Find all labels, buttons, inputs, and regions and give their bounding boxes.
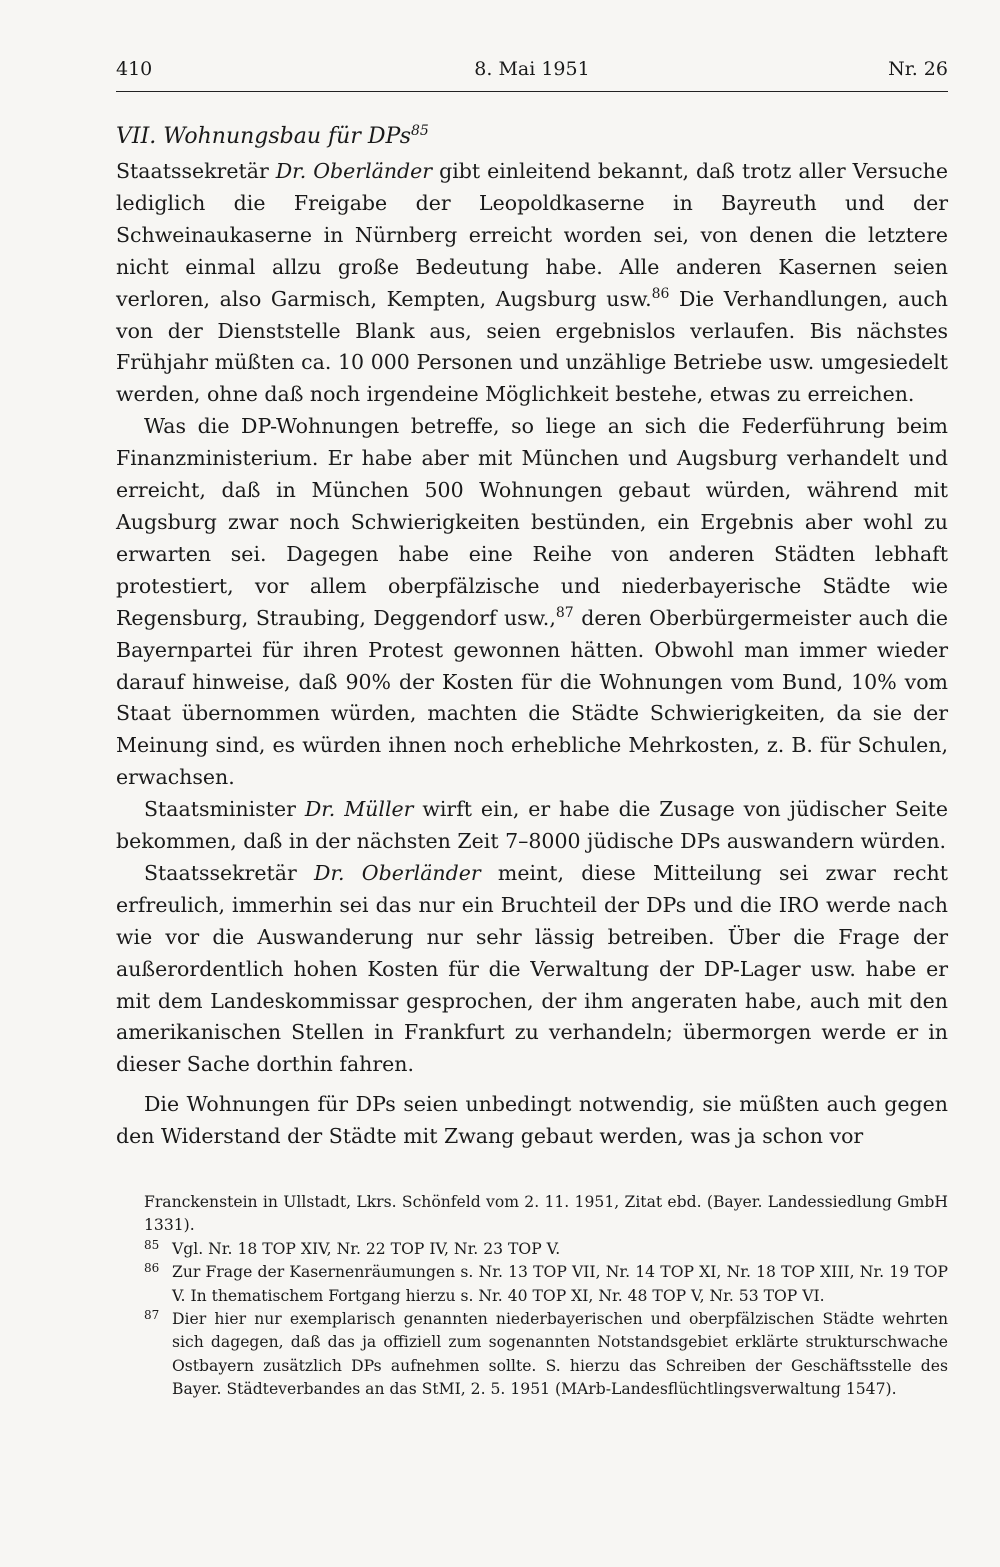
footnote-number: 85 (144, 1237, 160, 1252)
p1-text-c: Die Verhandlungen, auch von der Dienststelle Blank aus, seien ergebnislos verlaufen. Bis nächstes Frühjahr müßten ca. 10 000 Personen und unzählige Betriebe usw. umgesiedelt werden, ohne daß noch irgendeine Möglichkeit bestehe, etwas zu erreichen. (116, 286, 949, 407)
p1-text-a: Staatssekretär (116, 159, 276, 183)
p3-text-b: wirft ein, er habe die Zusage von jüdischer Seite bekommen, daß in der nächsten Zeit 7–8000 jüdische DPs auswandern würden. (116, 797, 948, 854)
paragraph-3 (116, 794, 948, 858)
section-title (116, 124, 429, 149)
p4-text-b: meint, diese Mitteilung sei zwar recht erfreulich, immerhin sei das nur ein Bruchteil der DPs und die IRO werde nach wie vor die Auswanderung nur sehr lässig betreiben. Über die Frage der außerordentlich hohen Kosten für die Verwaltung der DP-Lager usw. habe er mit dem Landeskommissar gesprochen, der ihm angeraten habe, auch mit den amerikanischen Stellen in Frankfurt zu verhandeln; übermorgen werde er in dieser Sache dorthin fahren. (116, 860, 948, 1077)
p3-text-a: Staatsminister (144, 797, 305, 822)
footnote-87 (144, 1308, 948, 1402)
body-text (116, 156, 948, 1153)
paragraph-1 (116, 156, 948, 411)
p1-text-b: gibt einleitend bekannt, daß trotz aller Versuche lediglich die Freigabe der Leopoldkaserne in Bayreuth und der Schweinaukaserne in Nürnberg erreicht worden sei, von denen die letztere nicht einmal allzu große Bedeutung habe. Alle anderen Kasernen seien verloren, also Garmisch, Kempten, Augsburg usw. (116, 159, 948, 311)
footnote-ref-85: 85 (411, 123, 429, 139)
header-rule (116, 91, 948, 92)
paragraph-4 (116, 858, 948, 1081)
footnote-ref-87: 87 (555, 604, 574, 621)
speaker-name: Dr. Oberländer (314, 860, 481, 885)
p2-text-a: Was die DP-Wohnungen betreffe, so liege an sich die Federführung beim Finanzministerium. Er habe aber mit München und Augsburg verhandelt und erreicht, daß in München 500 Wohnungen gebaut würden, während mit Augsburg zwar noch Schwierigkeiten bestünden, ein Ergebnis aber wohl zu erwarten sei. Dagegen habe eine Reihe von anderen Städten lebhaft protestiert, vor allem oberpfälzische und niederbayerische Städte wie Regensburg, Straubing, Deggendorf usw., (116, 414, 948, 630)
footnote-continuation: Franckenstein in Ullstadt, Lkrs. Schönfeld vom 2. 11. 1951, Zitat ebd. (Bayer. Landessiedlung GmbH 1331). (144, 1193, 948, 1235)
footnotes (144, 1191, 948, 1402)
header-date: 8. Mai 1951 (474, 58, 590, 80)
footnote-text: Dier hier nur exemplarisch genannten niederbayerischen und oberpfälzischen Städte wehrten sich dagegen, daß das ja offiziell zum sogenannten Notstandsgebiet erklärte strukturschwache Ostbayern zusätzlich DPs aufnehmen sollte. S. hierzu das Schreiben der Geschäftsstelle des Bayer. Städteverbandes an das StMI, 2. 5. 1951 (MArb-Landesflüchtlingsverwaltung 1547). (172, 1310, 948, 1399)
footnote-number: 87 (144, 1308, 160, 1323)
section-title-text: VII. Wohnungsbau für DPs (116, 124, 411, 149)
footnote-86 (144, 1261, 948, 1308)
running-header (116, 58, 948, 88)
p2-text-b: deren Oberbürgermeister auch die Bayernpartei für ihren Protest gewonnen hätten. Obwohl man immer wieder darauf hinweise, daß 90% der Kosten für die Wohnungen vom Bund, 10% vom Staat übernommen würden, machten die Städte Schwierigkeiten, da sie der Meinung sind, es würden ihnen noch erhebliche Mehrkosten, z. B. für Schulen, erwachsen. (116, 605, 949, 790)
footnote-number: 86 (144, 1261, 160, 1276)
paragraph-5 (116, 1089, 948, 1153)
page-number: 410 (116, 58, 153, 80)
footnote-ref-86: 86 (651, 285, 670, 302)
footnote-text: Vgl. Nr. 18 TOP XIV, Nr. 22 TOP IV, Nr. 23 TOP V. (172, 1239, 561, 1258)
speaker-name: Dr. Oberländer (275, 159, 433, 183)
p5-text-a: Die Wohnungen für DPs seien unbedingt notwendig, sie müßten auch gegen den Widerstand der Städte mit Zwang gebaut werden, was ja schon vor (116, 1092, 948, 1149)
issue-number: Nr. 26 (888, 58, 948, 80)
paragraph-2 (116, 411, 948, 794)
footnote-text: Zur Frage der Kasernenräumungen s. Nr. 13 TOP VII, Nr. 14 TOP XI, Nr. 18 TOP XIII, Nr. 19 TOP V. In thematischem Fortgang hierzu s. Nr. 40 TOP XI, Nr. 48 TOP V, Nr. 53 TOP VI. (172, 1263, 948, 1305)
speaker-name: Dr. Müller (304, 797, 414, 822)
footnote-85 (144, 1238, 948, 1261)
p4-text-a: Staatssekretär (144, 860, 315, 885)
document-page (116, 58, 949, 1399)
